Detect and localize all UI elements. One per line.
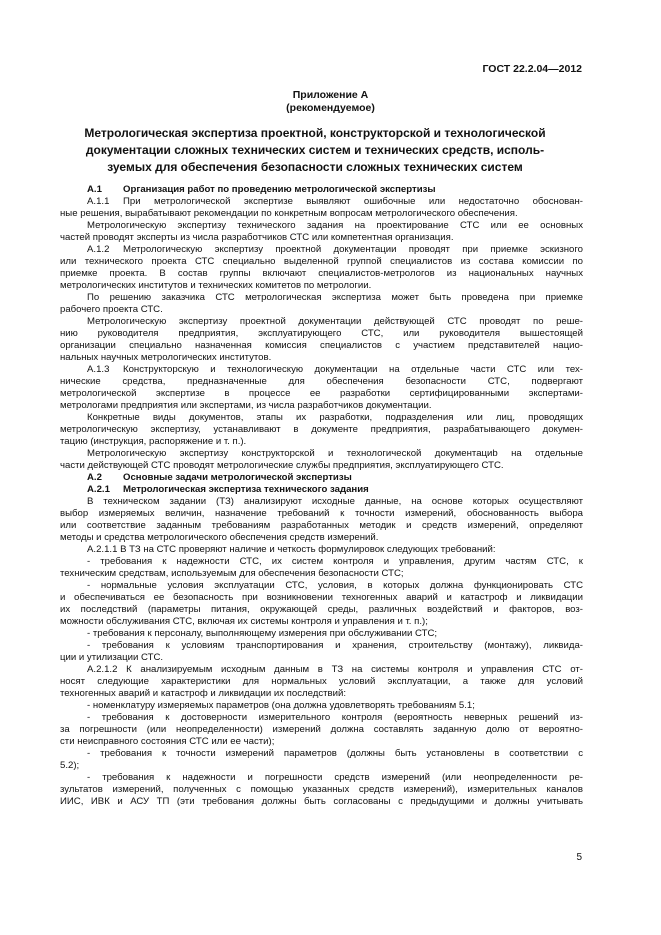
paragraph-line: Метрологическую экспертизу конструкторской и технологической документациb на отдельные bbox=[87, 448, 583, 459]
list-item: - требования к точности измерений параметров (должны быть установлены в соответствии с bbox=[87, 748, 583, 759]
paragraph-line: тацию (инструкция, распоряжение и т. п.). bbox=[60, 436, 247, 447]
list-item: - нормальные условия эксплуатации СТС, условия, в которых должна функционировать СТС bbox=[87, 580, 583, 591]
paragraph-line: А.2.1.2 К анализируемым исходным данным в ТЗ на системы контроля и управления СТС от- bbox=[87, 664, 583, 675]
paragraph-line: техническим средствам, используемым для обеспечения безопасности СТС; bbox=[60, 568, 404, 579]
paragraph-line: или технического проекта СТС специально выделенной группой специалистов из состава комиссии по bbox=[60, 256, 583, 267]
paragraph-line: По решению заказчика СТС метрологическая экспертиза может быть проведена при приемке bbox=[87, 292, 583, 303]
section-title: Организация работ по проведению метрологической экспертизы bbox=[123, 184, 436, 195]
list-item: - требования к надежности СТС, их систем контроля и управления, другим частям СТС, к bbox=[87, 556, 583, 567]
paragraph-line: или соответствие заданным требованиям разработанных методик и средств измерений, определяют bbox=[60, 520, 583, 531]
paragraph-line: ИИС, ИВК и АСУ ТП (эти требования должны быть согласованы с предыдущими и должны учитывать bbox=[60, 796, 583, 807]
paragraph-line: организации специально назначенная комиссия специалистов с участием представителей нацио- bbox=[60, 340, 583, 351]
paragraph-line: нальных научных метрологических институтов. bbox=[60, 352, 272, 363]
list-item: - требования к персоналу, выполняющему измерения при обслуживании СТС; bbox=[87, 628, 438, 639]
list-item: - требования к достоверности измерительного контроля (вероятность неверных решений из- bbox=[87, 712, 583, 723]
paragraph-line: А.2.1.1 В ТЗ на СТС проверяют наличие и четкость формулировок следующих требований: bbox=[87, 544, 496, 555]
list-item: - требования к надежности и погрешности средств измерений (или неопределенности ре- bbox=[87, 772, 583, 783]
paragraph-line: части действующей СТС проводят метрологические службы предприятия, эксплуатирующего СТС. bbox=[60, 460, 504, 471]
clause-text: Конструкторскую и технологическую документации на отдельные части СТС или тех- bbox=[123, 364, 583, 375]
appendix-status: (рекомендуемое) bbox=[286, 102, 375, 114]
paragraph-line: выбор измеряемых величин, назначение требований к точности измерений, обоснованность выбора bbox=[60, 508, 583, 519]
paragraph-line: их последствий (параметры питания, окружающей среды, различных воздействий и факторов, воз- bbox=[60, 604, 583, 615]
clause-number: А.1.2 bbox=[87, 244, 110, 255]
section-title: Основные задачи метрологической экспертизы bbox=[123, 472, 352, 483]
paragraph-line: Метрологическую экспертизу технического задания на проектирование СТС или ее основных bbox=[87, 220, 583, 231]
clause-text: При метрологической экспертизе выявляют ошибочные или недостаточно обоснован- bbox=[123, 196, 583, 207]
paragraph-line bbox=[60, 364, 583, 376]
section-number: А.2 bbox=[87, 472, 102, 483]
paragraph-line: можности обслуживания СТС, включая их системы контроля и управления и т. п.); bbox=[60, 616, 428, 627]
subsection-heading bbox=[60, 484, 583, 496]
paragraph-line: Конкретные виды документов, этапы их разработки, подразделения или лиц, проводящих bbox=[87, 412, 583, 423]
paragraph-line: сти неисправного состояния СТС или ее части); bbox=[60, 736, 275, 747]
paragraph-line: рабочего проекта СТС. bbox=[60, 304, 163, 315]
section-number: А.2.1 bbox=[87, 484, 110, 495]
paragraph-line: 5.2); bbox=[60, 760, 80, 771]
paragraph-line: нические средства, предназначенные для обеспечения безопасности СТС, подвергают bbox=[60, 376, 583, 387]
paragraph-line: Метрологическую экспертизу проектной документации действующей СТС проводят по реше- bbox=[87, 316, 583, 327]
title-line: зуемых для обеспечения безопасности сложных технических систем bbox=[107, 160, 523, 174]
section-title: Метрологическая экспертиза технического задания bbox=[123, 484, 369, 495]
clause-number: А.1.3 bbox=[87, 364, 110, 375]
section-number: А.1 bbox=[87, 184, 102, 195]
paragraph-line: нию руководителя предприятия, эксплуатирующего СТС, или руководителя вышестоящей bbox=[60, 328, 583, 339]
paragraph-line: техногенных аварий и катастроф и ликвидации их последствий: bbox=[60, 688, 346, 699]
clause-number: А.1.1 bbox=[87, 196, 110, 207]
paragraph-line: метрологическую экспертизу, устанавливают в документе предприятия, разрабатывающего докумен- bbox=[60, 424, 583, 435]
paragraph-line: методы и средства метрологического обеспечения средств измерений. bbox=[60, 532, 379, 543]
paragraph-line: и обеспечиваться ее безопасность при возникновении техногенных аварий и катастроф и ликвидации bbox=[60, 592, 583, 603]
page-number: 5 bbox=[576, 852, 582, 863]
paragraph-line: приемке проекта. В состав группы включают специалистов-метрологов из национальных научных bbox=[60, 268, 583, 279]
appendix-label: Приложение А bbox=[292, 89, 369, 101]
paragraph-line: зультатов измерений, полученных с помощью указанных средств измерений), измерительных каналов bbox=[60, 784, 583, 795]
section-heading bbox=[60, 472, 583, 484]
paragraph-line: за погрешности (или неопределенности) измерений должна составлять заданную долю от вероятно- bbox=[60, 724, 583, 735]
paragraph-line: В техническом задании (ТЗ) анализируют исходные данные, на основе которых осуществляют bbox=[87, 496, 583, 507]
clause-text: Метрологическую экспертизу проектной документации проводят при приемке эскизного bbox=[123, 244, 583, 255]
list-item: - требования к условиям транспортирования и хранения, строительству (монтажу), ликвида- bbox=[87, 640, 583, 651]
paragraph-line: ные решения, вырабатывают рекомендации по конкретным вопросам метрологического обеспечения. bbox=[60, 208, 518, 219]
paragraph-line: метрологической экспертизе в процессе ее разработки сертифицированными экспертами- bbox=[60, 388, 583, 399]
paragraph-line: частей проводят эксперты из числа разработчиков СТС или компетентная организация. bbox=[60, 232, 454, 243]
paragraph-line bbox=[60, 244, 583, 256]
paragraph-line: ции и утилизации СТС. bbox=[60, 652, 164, 663]
paragraph-line: носят следующие характеристики для нормальных условий эксплуатации, а также для условий bbox=[60, 676, 583, 687]
list-item: - номенклатуру измеряемых параметров (она должна удовлетворять требованиям 5.1; bbox=[87, 700, 475, 711]
title-line: Метрологическая экспертиза проектной, конструкторской и технологической bbox=[84, 126, 546, 140]
doc-code: ГОСТ 22.2.04—2012 bbox=[482, 63, 582, 75]
paragraph-line: метрологами предприятия или экспертами, из числа разработчиков документации. bbox=[60, 400, 432, 411]
title-line: документации сложных технических систем и технических средств, исполь- bbox=[85, 143, 545, 157]
paragraph-line bbox=[60, 196, 583, 208]
paragraph-line: метрологических институтов и технических комитетов по метрологии. bbox=[60, 280, 372, 291]
section-heading bbox=[60, 184, 583, 196]
